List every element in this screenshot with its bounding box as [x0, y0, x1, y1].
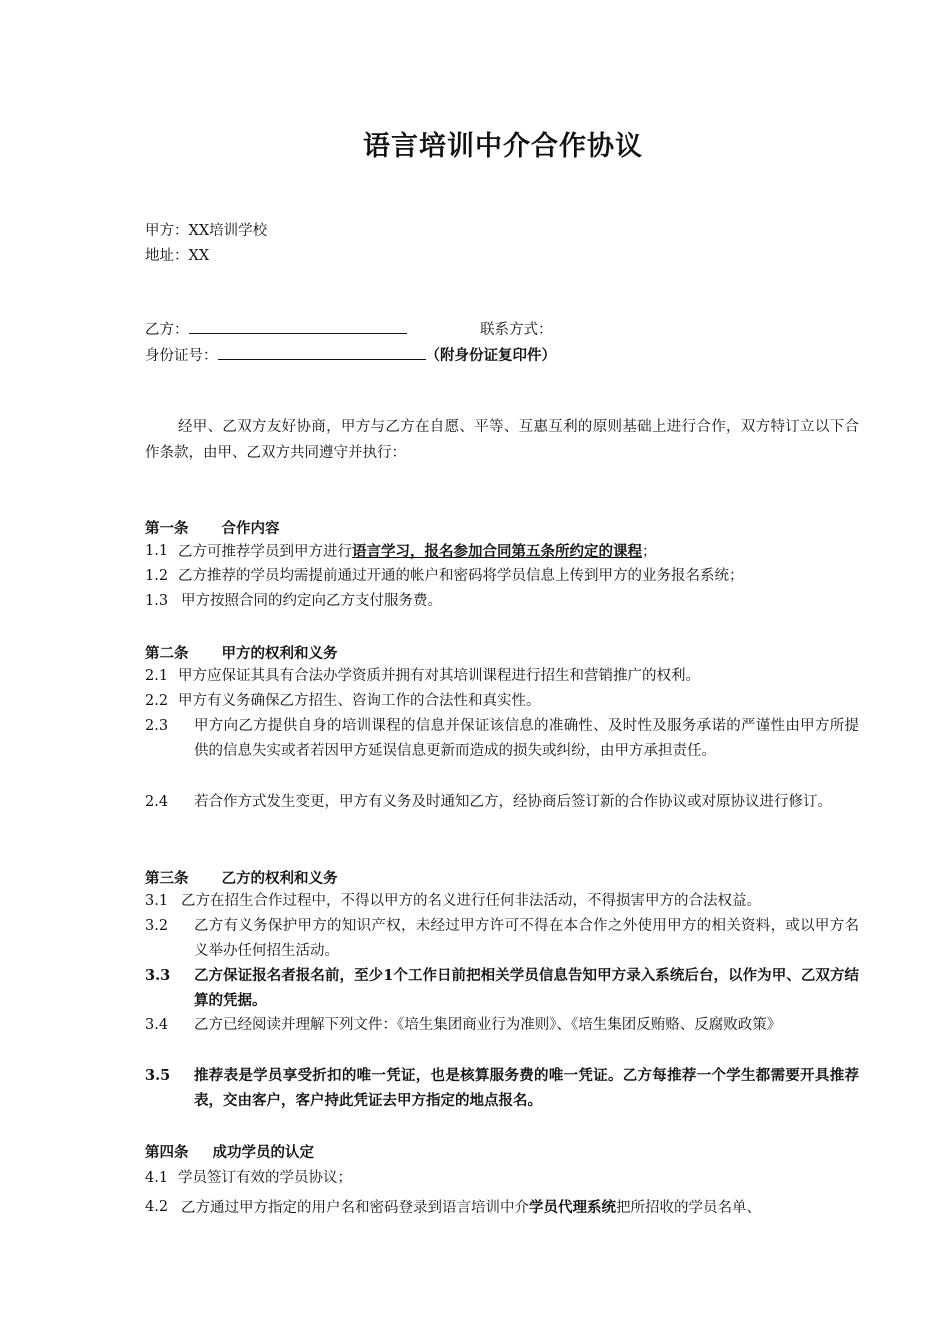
clause-4-1: 4.1 学员签订有效的学员协议；	[145, 1170, 352, 1186]
party-a-address: 地址：XX	[145, 248, 210, 264]
clause-1-3: 1.3 甲方按照合同的约定向乙方支付服务费。	[145, 593, 442, 609]
party-b-contact: 联系方式：	[480, 322, 553, 338]
party-b-name: 乙方：	[145, 318, 407, 339]
party-b-id: 身份证号： （附身份证复印件）	[145, 347, 556, 364]
clause-3-4: 3.4 乙方已经阅读并理解下列文件：《培生集团商业行为准则》、《培生集团反贿赂、反腐败政策》	[145, 1017, 782, 1033]
clause-3-3: 3.3 乙方保证报名者报名前，至少1个工作日前把相关学员信息告知甲方录入系统后台，以作为甲、乙双方结算的凭据。	[145, 967, 859, 1009]
clause-1-1: 1.1 乙方可推荐学员到甲方进行语言学习，报名参加合同第五条所约定的课程；	[145, 543, 657, 560]
section-4-heading: 第四条 成功学员的认定	[145, 1144, 314, 1161]
clause-3-5: 3.5 推荐表是学员享受折扣的唯一凭证，也是核算服务费的唯一凭证。乙方每推荐一个学生都需要开具推荐表，交由客户，客户持此凭证去甲方指定的地点报名。	[145, 1067, 859, 1109]
document-title: 语言培训中介合作协议	[363, 131, 643, 162]
clause-3-2: 3.2 乙方有义务保护甲方的知识产权，未经过甲方许可不得在本合作之外使用甲方的相关资料，或以甲方名义举办任何招生活动。	[145, 918, 859, 959]
clause-2-4: 2.4 若合作方式发生变更，甲方有义务及时通知乙方，经协商后签订新的合作协议或对原协议进行修订。	[145, 794, 832, 810]
clause-1-2: 1.2 乙方推荐的学员均需提前通过开通的帐户和密码将学员信息上传到甲方的业务报名系统；	[145, 568, 744, 584]
clause-3-1: 3.1 乙方在招生合作过程中，不得以甲方的名义进行任何非法活动，不得损害甲方的合法权益。	[145, 893, 761, 909]
clause-2-2: 2.2 甲方有义务确保乙方招生、咨询工作的合法性和真实性。	[145, 693, 541, 709]
clause-2-1: 2.1 甲方应保证其具有合法办学资质并拥有对其培训课程进行招生和营销推广的权利。	[145, 668, 700, 684]
party-b-name-blank[interactable]	[189, 319, 407, 334]
section-3-heading: 第三条 乙方的权利和义务	[145, 870, 338, 887]
intro-paragraph: 经甲、乙双方友好协商，甲方与乙方在自愿、平等、互惠互利的原则基础上进行合作，双方特订立以下合作条款，由甲、乙双方共同遵守并执行：	[145, 419, 859, 461]
clause-2-3: 2.3 甲方向乙方提供自身的培训课程的信息并保证该信息的准确性、及时性及服务承诺的严谨性由甲方所提供的信息失实或者若因甲方延误信息更新而造成的损失或纠纷，由甲方承担责任。	[145, 718, 859, 759]
section-2-heading: 第二条 甲方的权利和义务	[145, 645, 338, 662]
section-1-heading: 第一条 合作内容	[145, 520, 280, 537]
party-b-id-blank[interactable]	[218, 345, 426, 360]
party-a-name: 甲方：XX培训学校	[145, 223, 268, 239]
clause-4-2: 4.2 乙方通过甲方指定的用户名和密码登录到语言培训中介学员代理系统把所招收的学员名单、	[145, 1199, 761, 1216]
